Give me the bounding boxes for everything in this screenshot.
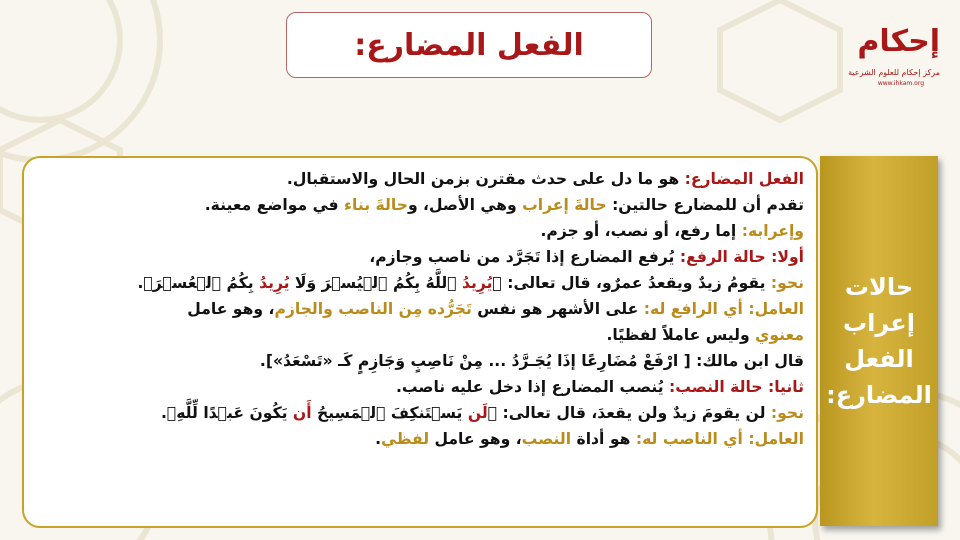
content-box bbox=[22, 156, 818, 528]
logo-tagline: www.ihkam.org bbox=[877, 80, 924, 87]
raf-agent-a: على الأشهر هو نفس bbox=[471, 300, 644, 318]
side-line-3: الفعل bbox=[844, 345, 914, 373]
example-label: نحو: bbox=[770, 274, 804, 292]
raf-agent-cont: وليس عاملاً لفظيًا. bbox=[606, 326, 756, 344]
nasb-heading-line bbox=[38, 374, 804, 400]
definition-line bbox=[38, 166, 804, 192]
nasb-agent-a: هو أداة bbox=[571, 430, 636, 448]
raf-example-a: يقومُ زيدٌ ويقعدُ عمرٌو، قال تعالى: ﴿ bbox=[492, 274, 771, 292]
nasb-example-e: يَكُونَ عَبۡدًا لِّلَّهِ﴾. bbox=[160, 404, 293, 422]
side-line-2: إعراب bbox=[843, 309, 915, 337]
irab-line bbox=[38, 218, 804, 244]
side-panel bbox=[820, 156, 938, 526]
nasb-example-c: يَسۡتَنكِفَ ٱلۡمَسِيحُ bbox=[311, 404, 468, 422]
raf-label: أولا: حالة الرفع: bbox=[679, 248, 804, 266]
logo-subtitle: مركز إحكام للعلوم الشرعية bbox=[848, 68, 940, 77]
title-box bbox=[286, 12, 652, 78]
definition-text: هو ما دل على حدث مقترن بزمن الحال والاستقبال. bbox=[286, 170, 685, 188]
ibn-malik-verse: قال ابن مالك: [ ارْفَعْ مُضَارِعًا إذَا يُجَـرَّدُ ... مِنْ نَاصِبٍ وَجَازِمٍ كَـ «تَسْعَدُ»]. bbox=[259, 352, 804, 370]
logo bbox=[842, 22, 948, 94]
nasb-example-a: لن يقومَ زيدٌ ولن يقعدَ، قال تعالى: ﴿ bbox=[487, 404, 771, 422]
side-panel-title bbox=[826, 269, 932, 413]
raf-agent-b: تَجَرُّده مِن الناصب والجازم bbox=[274, 300, 472, 318]
nasb-agent-c: ، وهو عامل bbox=[429, 430, 522, 448]
ibn-malik-line bbox=[38, 348, 804, 374]
raf-agent-cont-line bbox=[38, 322, 804, 348]
state-bina: حالةَ بناء bbox=[344, 196, 408, 214]
raf-example-verb1: يُرِيدُ bbox=[462, 274, 493, 292]
nasb-agent-b: النصب bbox=[521, 430, 572, 448]
irab-text: إما رفع، أو نصب، أو جزم. bbox=[540, 222, 742, 240]
logo-name: إحكام bbox=[857, 24, 940, 59]
states-line bbox=[38, 192, 804, 218]
nasb-agent-end: . bbox=[375, 430, 381, 448]
nasb-example-line bbox=[38, 400, 804, 426]
raf-agent-line bbox=[38, 296, 804, 322]
side-line-4: المضارع: bbox=[826, 381, 932, 409]
lafdhi-word: لفظي bbox=[381, 430, 430, 448]
nasb-agent-line bbox=[38, 426, 804, 452]
nasb-label: ثانيا: حالة النصب: bbox=[669, 378, 804, 396]
raf-example-line bbox=[38, 270, 804, 296]
raf-heading-line bbox=[38, 244, 804, 270]
page-title: الفعل المضارع: bbox=[354, 27, 584, 63]
raf-example-verb2: يُرِيدُ bbox=[259, 274, 290, 292]
term-label: الفعل المضارع: bbox=[684, 170, 804, 188]
example-label: نحو: bbox=[770, 404, 804, 422]
side-line-1: حالات bbox=[844, 273, 914, 301]
nasb-particle-an: أَن bbox=[292, 404, 312, 422]
raf-example-c: ٱللَّهُ بِكُمُ ٱلۡيُسۡرَ وَلَا bbox=[289, 274, 462, 292]
irab-label: وإعرابه: bbox=[741, 222, 804, 240]
states-mid: وهي الأصل، و bbox=[407, 196, 523, 214]
manawi-word: معنوي bbox=[755, 326, 804, 344]
nasb-text: يُنصب المضارع إذا دخل عليه ناصب. bbox=[395, 378, 670, 396]
raf-agent-label: العامل: أي الرافع له: bbox=[643, 300, 804, 318]
raf-agent-c: ، وهو عامل bbox=[187, 300, 275, 318]
raf-text: يُرفع المضارع إذا تَجَرَّد من ناصب وجازم، bbox=[369, 248, 680, 266]
nasb-particle-lan: لَن bbox=[467, 404, 488, 422]
states-intro: تقدم أن للمضارع حالتين: bbox=[606, 196, 804, 214]
state-irab: حالةَ إعراب bbox=[522, 196, 607, 214]
states-end: في مواضع معينة. bbox=[204, 196, 345, 214]
raf-example-e: بِكُمُ ٱلۡعُسۡرَ﴾. bbox=[137, 274, 260, 292]
nasb-agent-label: العامل: أي الناصب له: bbox=[635, 430, 804, 448]
